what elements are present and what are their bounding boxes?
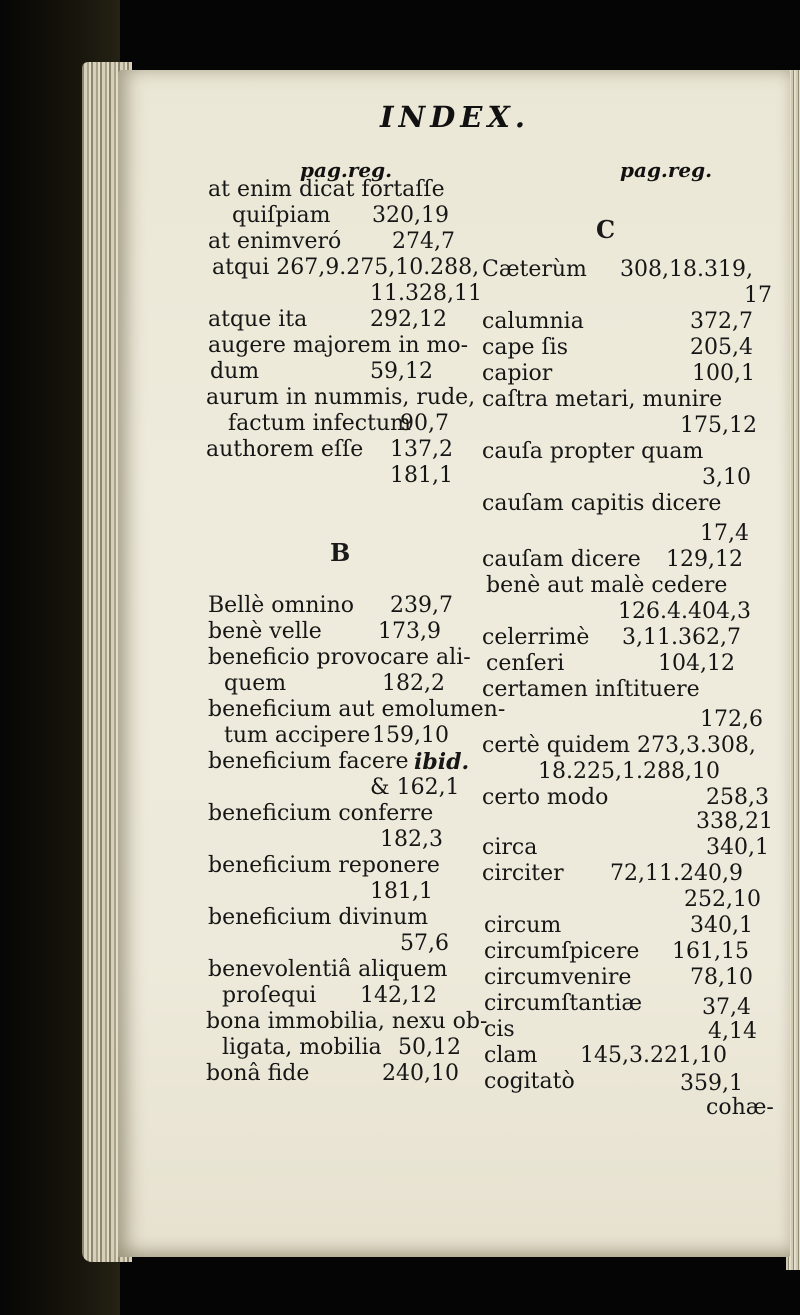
entry-text: capior — [482, 361, 553, 386]
entry-ref: 175,12 — [680, 413, 757, 438]
entry-text: tum accipere — [224, 723, 371, 748]
entry-ref: 17,4 — [700, 521, 749, 546]
entry-ref: 240,10 — [382, 1061, 459, 1086]
entry-ref: 292,12 — [370, 307, 447, 332]
entry-ref: 161,15 — [672, 939, 749, 964]
entry-text: Cæterùm — [482, 257, 587, 282]
entry-ref: 308,18.319, — [620, 257, 753, 282]
entry-ref: 239,7 — [390, 593, 453, 618]
entry-text: cauſam capitis dicere — [482, 491, 722, 516]
entry-text: beneficium conferre — [208, 801, 434, 826]
entry-text: dum — [210, 359, 260, 384]
entry-text: bona immobilia, nexu ob- — [206, 1009, 488, 1034]
entry-text: circiter — [482, 861, 564, 886]
entry-ref: 340,1 — [706, 835, 769, 860]
entry-ref: 274,7 — [392, 229, 455, 254]
entry-text: atque ita — [208, 307, 308, 332]
entry-text: benè aut malè cedere — [486, 573, 728, 598]
entry-text: Bellè omnino — [208, 593, 354, 618]
entry-ref: 137,2 — [390, 437, 453, 462]
entry-text: cauſa propter quam — [482, 439, 704, 464]
entry-ref: 100,1 — [692, 361, 755, 386]
entry-text: certamen inſtituere — [482, 677, 700, 702]
entry-text: beneficium divinum — [208, 905, 429, 930]
entry-ref: 181,1 — [370, 879, 433, 904]
entry-text: caſtra metari, munire — [482, 387, 723, 412]
entry-ref: 338,21 — [696, 809, 773, 834]
entry-text: celerrimè — [482, 625, 590, 650]
entry-ref: 182,2 — [382, 671, 445, 696]
entry-text: certo modo — [482, 785, 609, 810]
entry-text: cauſam dicere — [482, 547, 641, 572]
entry-text: cenſeri — [486, 651, 565, 676]
entry-text: factum infectum — [228, 411, 412, 436]
entry-text: circumvenire — [484, 965, 632, 990]
entry-ref: 129,12 — [666, 547, 743, 572]
entry-text: atqui 267,9.275,10.288, — [212, 255, 480, 280]
entry-text: beneficium aut emolumen- — [208, 697, 506, 722]
entry-text: at enimveró — [208, 229, 342, 254]
entry-text: clam — [484, 1043, 538, 1068]
entry-ref: 17 — [744, 283, 772, 308]
entry-text: beneficio provocare ali- — [208, 645, 471, 670]
entry-text: quem — [224, 671, 287, 696]
entry-text: aurum in nummis, rude, — [206, 385, 476, 410]
entry-ref: 182,3 — [380, 827, 443, 852]
entry-text: circumſpicere — [484, 939, 640, 964]
section-letter: B — [330, 538, 351, 567]
entry-text: circumſtantiæ — [484, 991, 643, 1016]
entry-text: augere majorem in mo- — [208, 333, 469, 358]
entry-ref: 145,3.221,10 — [580, 1043, 727, 1068]
entry-text: cogitatò — [484, 1069, 575, 1094]
entry-ref: 142,12 — [360, 983, 437, 1008]
entry-text: calumnia — [482, 309, 584, 334]
entry-ref: 320,19 — [372, 203, 449, 228]
left-column-pagref: pag.reg. — [300, 158, 393, 182]
right-column-pagref: pag.reg. — [620, 158, 713, 182]
entry-ref: 159,10 — [372, 723, 449, 748]
entry-ref: 37,4 — [702, 995, 751, 1020]
entry-text: proſequi — [222, 983, 317, 1008]
entry-ref: 3,10 — [702, 465, 751, 490]
entry-ref: & 162,1 — [370, 775, 460, 800]
entry-text: beneficium reponere — [208, 853, 440, 878]
entry-text: benè velle — [208, 619, 322, 644]
entry-ref: ibid. — [414, 749, 470, 775]
entry-ref: 372,7 — [690, 309, 753, 334]
entry-ref: 258,3 — [706, 785, 769, 810]
entry-ref: 3,11.362,7 — [622, 625, 741, 650]
entry-text: benevolentiâ aliquem — [208, 957, 448, 982]
entry-ref: 59,12 — [370, 359, 433, 384]
entry-ref: 50,12 — [398, 1035, 461, 1060]
page-header: INDEX. — [380, 100, 530, 134]
entry-ref: 126.4.404,3 — [618, 599, 751, 624]
entry-ref: 90,7 — [400, 411, 449, 436]
entry-ref: 173,9 — [378, 619, 441, 644]
entry-ref: 181,1 — [390, 463, 453, 488]
entry-text: cape ſis — [482, 335, 569, 360]
entry-text: quiſpiam — [232, 203, 331, 228]
entry-ref: 72,11.240,9 — [610, 861, 743, 886]
entry-ref: 172,6 — [700, 707, 763, 732]
catchword: cohæ- — [706, 1095, 774, 1120]
entry-text: beneficium facere — [208, 749, 409, 774]
section-letter: C — [596, 215, 616, 244]
entry-ref: 359,1 — [680, 1071, 743, 1096]
entry-ref: 205,4 — [690, 335, 753, 360]
entry-text: circa — [482, 835, 538, 860]
entry-text: cis — [484, 1017, 515, 1042]
entry-ref: 340,1 — [690, 913, 753, 938]
entry-ref: 57,6 — [400, 931, 449, 956]
entry-ref: 78,10 — [690, 965, 753, 990]
entry-text: at enim dicat fortaſſe — [208, 177, 445, 202]
entry-text: authorem eſſe — [206, 437, 364, 462]
entry-text: certè quidem 273,3.308, — [482, 733, 756, 758]
entry-ref: 104,12 — [658, 651, 735, 676]
entry-text: circum — [484, 913, 562, 938]
entry-text: ligata, mobilia — [222, 1035, 382, 1060]
entry-ref: 252,10 — [684, 887, 761, 912]
entry-text: bonâ fide — [206, 1061, 310, 1086]
entry-ref: 11.328,11 — [370, 281, 482, 306]
entry-ref: 18.225,1.288,10 — [538, 759, 720, 784]
entry-ref: 4,14 — [708, 1019, 757, 1044]
